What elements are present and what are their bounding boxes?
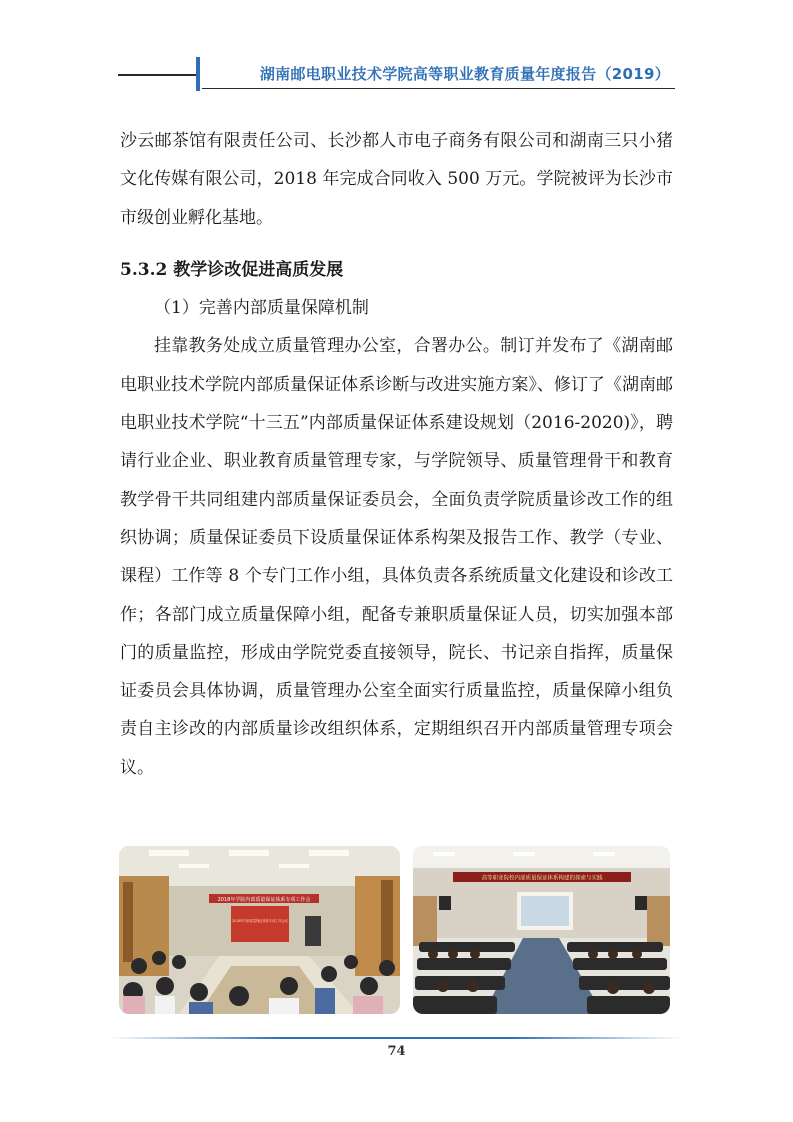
meeting-room-image: [119, 846, 400, 1014]
left-photo-banner: 2018年学院内部质量保证体系专项工作会: [217, 897, 311, 903]
body-text: [120, 122, 673, 787]
subsection-heading: （1）完善内部质量保障机制: [154, 298, 369, 319]
paragraph-2: 挂靠教务处成立质量管理办公室，合署办公。制订并发布了《湖南邮电职业技术学院内部质量保证体系诊断与改进实施方案》、修订了《湖南邮电职业技术学院“十三五”内部质量保证体系建设规划（2016-2020)》，聘请行业企业、职业教育质量管理专家，与学院领导、质量管理骨干和教育教学骨干共同组建内部质量保证委员会，全面负责学院质量诊改工作的组织协调；质量保证委员下设质量保证体系构架及报告工作、教学（专业、课程）工作等 8 个专门工作小组，具体负责各系统质量文化建设和诊改工作；各部门成立质量保障小组，配备专兼职质量保证人员，切实加强本部门的质量监控，形成由学院党委直接领导，院长、书记亲自指挥，质量保证委员会具体协调，质量管理办公室全面实行质量监控，质量保障小组负责自主诊改的内部质量诊改组织体系，定期组织召开内部质量管理专项会议。: [120, 336, 673, 778]
footer-rule: [110, 1037, 683, 1039]
lecture-hall-image: [413, 846, 670, 1014]
header-rule-left: [118, 74, 196, 76]
paragraph-1: 沙云邮茶馆有限责任公司、长沙都人市电子商务有限公司和湖南三只小猪文化传媒有限公司，2018 年完成合同收入 500 万元。学院被评为长沙市市级创业孵化基地。: [120, 131, 673, 228]
photo-lecture-hall: [413, 846, 670, 1014]
header-accent-bar: [196, 57, 200, 91]
photo-meeting-room: [119, 846, 400, 1014]
left-photo-screen-text: 2018年内部质量保证体系专项工作会议: [232, 919, 288, 923]
page-number: 74: [387, 1044, 406, 1059]
header-rule-right: [202, 88, 675, 89]
section-heading: 5.3.2 教学诊改促进高质发展: [120, 259, 344, 280]
right-photo-banner: 高等职业院校内部质量保证体系构建的探索与实践: [481, 875, 603, 882]
header-title: 湖南邮电职业技术学院高等职业教育质量年度报告（2019）: [259, 65, 670, 83]
